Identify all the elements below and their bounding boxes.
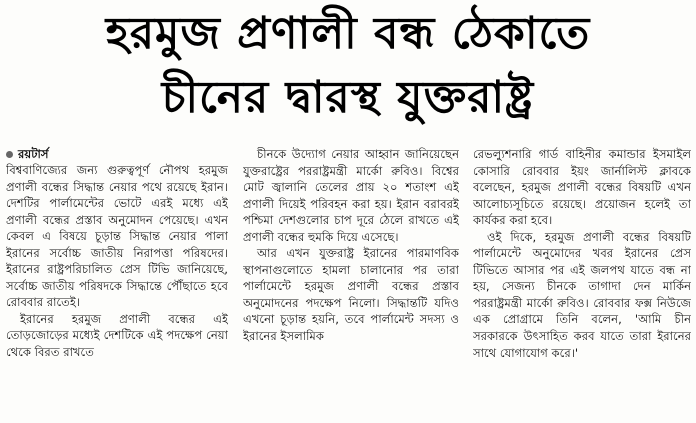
- paragraph: চীনকে উদ্যোগ নেয়ার আহ্বান জানিয়েছেন যুক্তরাষ্ট্রের পররাষ্ট্রমন্ত্রী মার্কো রুবিও। বিশ্বের মোট জ্বালানি তেলের প্রায় ২০ শতাংশ এই প্রণালী দিয়েই পরিবহন করা হয়। ইরান বরাবরই পশ্চিমা দেশগুলোর চাপ দূরে ঠেলে রাখতে এই প্রণালী বন্ধের হুমকি দিয়ে এসেছে।: [243, 147, 459, 244]
- paragraph: আর এখন যুক্তরাষ্ট্র ইরানের পারমাণবিক স্থাপনাগুলোতে হামলা চালানোর পর তারা পার্লামেন্টে হরমুজ প্রণালী বন্ধের প্রস্তাব অনুমোদনের পদক্ষেপ নিলো। সিদ্ধান্তটি যদিও এখনো চূড়ান্ত হয়নি, তবে পার্লামেন্ট সদস্য ও ইরানের ইসলামিক: [243, 246, 459, 344]
- byline: [6, 146, 228, 162]
- byline-text: রয়টার্স: [18, 146, 49, 161]
- article-column-1: [6, 146, 228, 420]
- article-column-2: [243, 146, 459, 420]
- headline-line-1: হরমুজ প্রণালী বন্ধ ঠেকাতে: [105, 8, 591, 59]
- headline-line-2: চীনের দ্বারস্থ যুক্তরাষ্ট্র: [161, 72, 535, 123]
- article-column-3: [473, 146, 691, 420]
- paragraph: রেভল্যুশনারি গার্ড বাহিনীর কমান্ডার ইসমাইল কোসারি রোববার ইয়ং জার্নালিস্ট ক্লাবকে বলেছেন, হরমুজ প্রণালী বন্ধের বিষয়টি এখন আলোচ্যসূচিতে রয়েছে। প্রয়োজন হলেই তা কার্যকর করা হবে।: [473, 147, 691, 228]
- paragraph: বিশ্ববাণিজ্যের জন্য গুরুত্বপূর্ণ নৌপথ হরমুজ প্রণালী বন্ধের সিদ্ধান্ত নেয়ার পথে রয়েছে ইরান। দেশটির পার্লামেন্টের ভোটে এরই মধ্যে এই প্রণালী বন্ধের প্রস্তাব অনুমোদন পেয়েছে। এখন কেবল এ বিষয়ে চূড়ান্ত সিদ্ধান্ত নেয়ার পালা ইরানের সর্বোচ্চ জাতীয় নিরাপত্তা পরিষদের। ইরানের রাষ্ট্রপরিচালিত প্রেস টিভি জানিয়েছে, সর্বোচ্চ জাতীয় পরিষদকে সিদ্ধান্তে পৌঁছাতে হবে রোববার রাতেই।: [6, 163, 228, 310]
- bullet-icon: [6, 151, 13, 158]
- paragraph: ইরানের হরমুজ প্রণালী বন্ধের এই তোড়জোড়ের মধ্যেই দেশটিকে এই পদক্ষেপ নেয়া থেকে বিরত রাখতে: [6, 311, 228, 360]
- paragraph: ওই দিকে, হরমুজ প্রণালী বন্ধের বিষয়টি পার্লামেন্টে অনুমোদের খবর ইরানের প্রেস টিভিতে আসার পর এই জলপথ যাতে বন্ধ না হয়, সেজন্য চীনকে তাগাদা দেন মার্কিন পররাষ্ট্রমন্ত্রী মার্কো রুবিও। রোববার ফক্স নিউজে এক প্রোগ্রামে তিনি বলেন, 'আমি চীন সরকারকে উৎসাহিত করব যাতে তারা ইরানের সাথে যোগাযোগ করে।': [473, 229, 691, 360]
